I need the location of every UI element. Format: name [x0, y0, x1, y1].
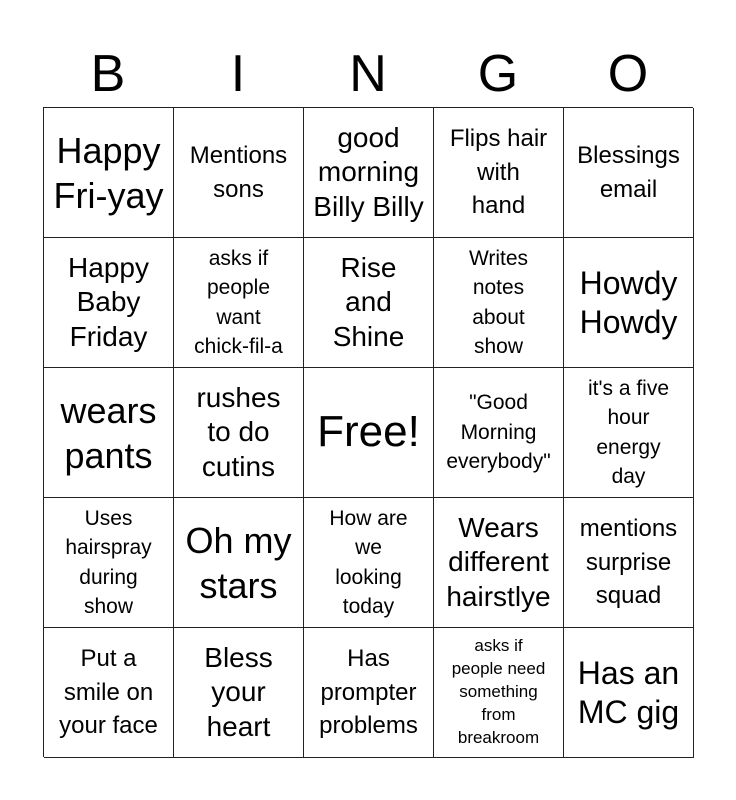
- header-letter-b: B: [90, 45, 126, 103]
- header-letter-n: N: [349, 45, 387, 103]
- bingo-cell[interactable]: [564, 498, 694, 628]
- free-space-text: Free!: [317, 407, 420, 457]
- cell-text: Rise and Shine: [332, 252, 405, 352]
- bingo-cell[interactable]: [434, 238, 564, 368]
- bingo-cell[interactable]: [304, 108, 434, 238]
- header-letter-i: I: [230, 45, 246, 103]
- header-letter-o: O: [607, 45, 649, 103]
- bingo-header: [43, 40, 693, 108]
- bingo-cell[interactable]: [564, 108, 694, 238]
- bingo-cell[interactable]: [44, 628, 174, 758]
- cell-text: Oh my stars: [185, 519, 292, 606]
- bingo-cell[interactable]: [44, 108, 174, 238]
- bingo-cell[interactable]: [434, 498, 564, 628]
- cell-text: it's a five hour energy day: [587, 376, 670, 488]
- bingo-cell[interactable]: [564, 628, 694, 758]
- cell-text: good morning Billy Billy: [313, 122, 424, 222]
- bingo-cell[interactable]: [174, 628, 304, 758]
- cell-text: wears pants: [60, 389, 157, 476]
- bingo-cell[interactable]: [304, 238, 434, 368]
- cell-text: Howdy Howdy: [579, 265, 678, 340]
- header-letter-g: G: [477, 45, 519, 103]
- cell-text: Writes notes about show: [468, 246, 529, 358]
- cell-text: Wears different hairstlye: [446, 512, 551, 612]
- bingo-cell[interactable]: [304, 628, 434, 758]
- cell-text: Happy Baby Friday: [68, 252, 149, 352]
- bingo-cell[interactable]: [44, 238, 174, 368]
- bingo-board: [43, 107, 693, 757]
- bingo-cell[interactable]: [44, 368, 174, 498]
- cell-text: asks if people need something from breakroom: [451, 636, 546, 747]
- cell-text: Bless your heart: [204, 642, 273, 742]
- bingo-cell[interactable]: [434, 368, 564, 498]
- cell-text: Flips hair with hand: [449, 125, 548, 220]
- cell-text: asks if people want chick-fil-a: [194, 246, 283, 358]
- cell-text: "Good Morning everybody": [446, 391, 551, 474]
- bingo-cell[interactable]: [564, 368, 694, 498]
- cell-text: How are we looking today: [329, 506, 408, 618]
- cell-text: Happy Fri-yay: [53, 129, 164, 216]
- bingo-cell[interactable]: [174, 368, 304, 498]
- cell-text: Uses hairspray during show: [65, 506, 152, 618]
- cell-text: mentions surprise squad: [579, 515, 678, 610]
- bingo-cell[interactable]: [564, 238, 694, 368]
- bingo-cell[interactable]: [44, 498, 174, 628]
- cell-text: rushes to do cutins: [196, 382, 281, 482]
- cell-text: Put a smile on your face: [59, 645, 158, 740]
- bingo-cell[interactable]: [434, 628, 564, 758]
- bingo-cell[interactable]: [174, 108, 304, 238]
- cell-text: Has an MC gig: [577, 655, 680, 730]
- bingo-cell[interactable]: [434, 108, 564, 238]
- free-space-cell[interactable]: [304, 368, 434, 498]
- bingo-cell[interactable]: [174, 238, 304, 368]
- cell-text: Mentions sons: [189, 141, 288, 203]
- cell-text: Has prompter problems: [319, 645, 418, 740]
- bingo-cell[interactable]: [174, 498, 304, 628]
- bingo-cell[interactable]: [304, 498, 434, 628]
- cell-text: Blessings email: [577, 141, 680, 203]
